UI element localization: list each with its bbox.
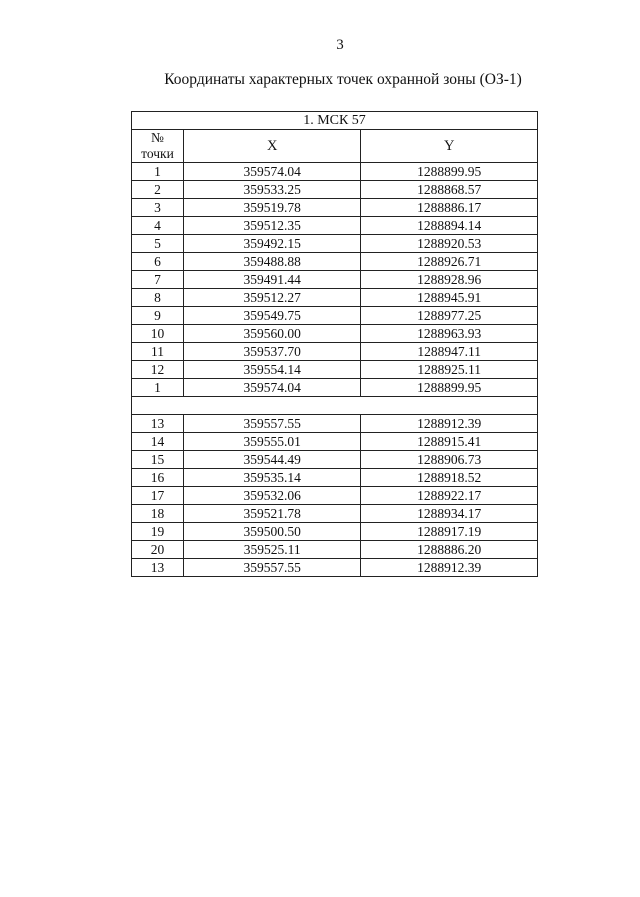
point-number-cell: 10 bbox=[132, 325, 184, 343]
x-coordinate-cell: 359532.06 bbox=[183, 487, 361, 505]
y-coordinate-cell: 1288899.95 bbox=[361, 163, 538, 181]
y-coordinate-cell: 1288886.20 bbox=[361, 541, 538, 559]
point-number-cell: 7 bbox=[132, 271, 184, 289]
x-coordinate-cell: 359560.00 bbox=[183, 325, 361, 343]
table-row bbox=[132, 433, 538, 451]
y-coordinate-cell: 1288915.41 bbox=[361, 433, 538, 451]
point-number-header-line2: точки bbox=[141, 146, 174, 161]
point-number-cell: 6 bbox=[132, 253, 184, 271]
table-row bbox=[132, 451, 538, 469]
document-title: Координаты характерных точек охранной зоны (ОЗ-1) bbox=[164, 71, 522, 88]
x-coordinate-cell: 359492.15 bbox=[183, 235, 361, 253]
x-coordinate-cell: 359554.14 bbox=[183, 361, 361, 379]
x-coordinate-cell: 359491.44 bbox=[183, 271, 361, 289]
table-row bbox=[132, 271, 538, 289]
x-coordinate-cell: 359512.35 bbox=[183, 217, 361, 235]
point-number-cell: 20 bbox=[132, 541, 184, 559]
point-number-cell: 2 bbox=[132, 181, 184, 199]
table-row bbox=[132, 289, 538, 307]
point-number-cell: 12 bbox=[132, 361, 184, 379]
point-number-cell: 1 bbox=[132, 379, 184, 397]
table-row bbox=[132, 307, 538, 325]
point-number-cell: 18 bbox=[132, 505, 184, 523]
table-row bbox=[132, 469, 538, 487]
x-column-header: X bbox=[183, 130, 361, 163]
point-number-cell: 17 bbox=[132, 487, 184, 505]
y-coordinate-cell: 1288886.17 bbox=[361, 199, 538, 217]
x-coordinate-cell: 359488.88 bbox=[183, 253, 361, 271]
coordinates-table bbox=[131, 111, 538, 577]
table-row bbox=[132, 505, 538, 523]
point-number-cell: 16 bbox=[132, 469, 184, 487]
point-number-header-line1: № bbox=[151, 130, 164, 145]
point-number-cell: 5 bbox=[132, 235, 184, 253]
table-row bbox=[132, 163, 538, 181]
table-row bbox=[132, 487, 538, 505]
x-coordinate-cell: 359512.27 bbox=[183, 289, 361, 307]
x-coordinate-cell: 359574.04 bbox=[183, 163, 361, 181]
x-coordinate-cell: 359500.50 bbox=[183, 523, 361, 541]
coordinates-body bbox=[132, 163, 538, 577]
x-coordinate-cell: 359525.11 bbox=[183, 541, 361, 559]
x-coordinate-cell: 359555.01 bbox=[183, 433, 361, 451]
y-coordinate-cell: 1288918.52 bbox=[361, 469, 538, 487]
y-column-header: Y bbox=[361, 130, 538, 163]
table-row bbox=[132, 217, 538, 235]
y-coordinate-cell: 1288945.91 bbox=[361, 289, 538, 307]
x-coordinate-cell: 359557.55 bbox=[183, 559, 361, 577]
page-number: 3 bbox=[336, 37, 344, 53]
table-row bbox=[132, 181, 538, 199]
x-coordinate-cell: 359535.14 bbox=[183, 469, 361, 487]
point-number-cell: 4 bbox=[132, 217, 184, 235]
y-coordinate-cell: 1288920.53 bbox=[361, 235, 538, 253]
y-coordinate-cell: 1288868.57 bbox=[361, 181, 538, 199]
table-row bbox=[132, 559, 538, 577]
y-coordinate-cell: 1288912.39 bbox=[361, 415, 538, 433]
x-coordinate-cell: 359537.70 bbox=[183, 343, 361, 361]
table-row bbox=[132, 199, 538, 217]
table-row bbox=[132, 415, 538, 433]
group-separator-row bbox=[132, 397, 538, 415]
y-coordinate-cell: 1288934.17 bbox=[361, 505, 538, 523]
column-header-row bbox=[132, 130, 538, 163]
y-coordinate-cell: 1288917.19 bbox=[361, 523, 538, 541]
x-coordinate-cell: 359557.55 bbox=[183, 415, 361, 433]
y-coordinate-cell: 1288922.17 bbox=[361, 487, 538, 505]
point-number-header bbox=[132, 130, 184, 163]
table-row bbox=[132, 343, 538, 361]
y-coordinate-cell: 1288899.95 bbox=[361, 379, 538, 397]
table-row bbox=[132, 541, 538, 559]
y-coordinate-cell: 1288963.93 bbox=[361, 325, 538, 343]
y-coordinate-cell: 1288928.96 bbox=[361, 271, 538, 289]
point-number-cell: 13 bbox=[132, 559, 184, 577]
group-separator-cell bbox=[132, 397, 538, 415]
table-row bbox=[132, 235, 538, 253]
x-coordinate-cell: 359544.49 bbox=[183, 451, 361, 469]
y-coordinate-cell: 1288947.11 bbox=[361, 343, 538, 361]
y-coordinate-cell: 1288894.14 bbox=[361, 217, 538, 235]
point-number-cell: 8 bbox=[132, 289, 184, 307]
point-number-cell: 3 bbox=[132, 199, 184, 217]
point-number-cell: 11 bbox=[132, 343, 184, 361]
section-header-row bbox=[132, 112, 538, 130]
x-coordinate-cell: 359521.78 bbox=[183, 505, 361, 523]
point-number-cell: 19 bbox=[132, 523, 184, 541]
y-coordinate-cell: 1288926.71 bbox=[361, 253, 538, 271]
point-number-cell: 13 bbox=[132, 415, 184, 433]
y-coordinate-cell: 1288906.73 bbox=[361, 451, 538, 469]
y-coordinate-cell: 1288977.25 bbox=[361, 307, 538, 325]
table-row bbox=[132, 253, 538, 271]
x-coordinate-cell: 359519.78 bbox=[183, 199, 361, 217]
y-coordinate-cell: 1288912.39 bbox=[361, 559, 538, 577]
point-number-cell: 1 bbox=[132, 163, 184, 181]
table-row bbox=[132, 523, 538, 541]
point-number-cell: 15 bbox=[132, 451, 184, 469]
x-coordinate-cell: 359574.04 bbox=[183, 379, 361, 397]
x-coordinate-cell: 359533.25 bbox=[183, 181, 361, 199]
table-row bbox=[132, 325, 538, 343]
section-title: 1. МСК 57 bbox=[132, 112, 538, 130]
point-number-cell: 14 bbox=[132, 433, 184, 451]
table-row bbox=[132, 379, 538, 397]
x-coordinate-cell: 359549.75 bbox=[183, 307, 361, 325]
point-number-cell: 9 bbox=[132, 307, 184, 325]
table-row bbox=[132, 361, 538, 379]
y-coordinate-cell: 1288925.11 bbox=[361, 361, 538, 379]
